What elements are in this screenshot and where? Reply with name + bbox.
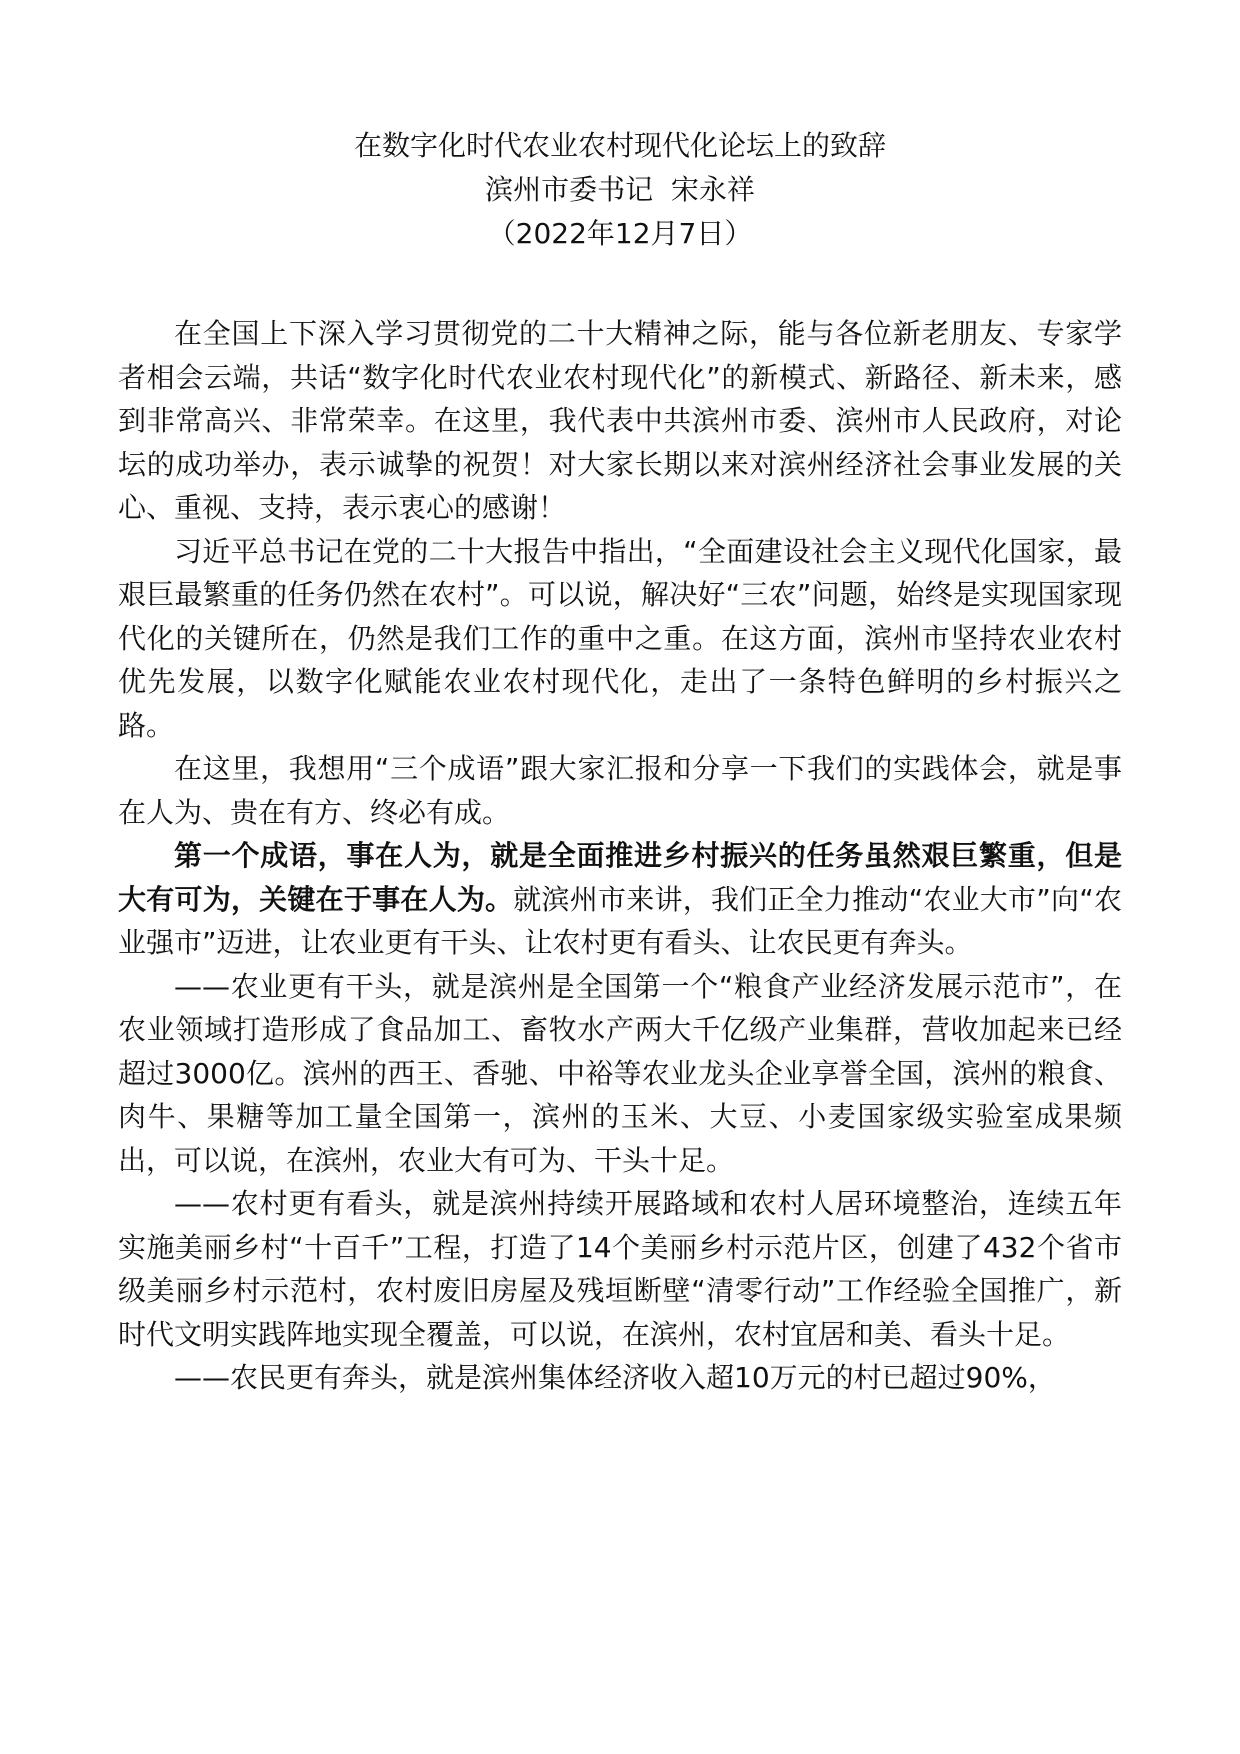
paragraph [118,965,1122,1183]
paragraph-lead: 第一个成语，事在人为，就是全面推进乡村振兴的任务虽然艰巨繁重，但是大有可为，关键在于事在人为。 [118,839,1122,916]
document-title: 在数字化时代农业农村现代化论坛上的致辞 [353,129,886,162]
document-header [0,124,1240,256]
paragraph [118,834,1122,965]
paragraph-text: 习近平总书记在党的二十大报告中指出，“全面建设社会主义现代化国家，最艰巨最繁重的任务仍然在农村”。可以说，解决好“三农”问题，始终是实现国家现代化的关键所在，仍然是我们工作的重中之重。在这方面，滨州市坚持农业农村优先发展，以数字化赋能农业农村现代化，走出了一条特色鲜明的乡村振兴之路。 [118,534,1122,742]
paragraph [118,312,1122,530]
paragraph-text: ——农民更有奔头，就是滨州集体经济收入超10万元的村已超过90%， [174,1361,1056,1394]
paragraph-text: 在这里，我想用“三个成语”跟大家汇报和分享一下我们的实践体会，就是事在人为、贵在有方、终必有成。 [118,752,1122,829]
speech-date: （2022年12月7日） [487,217,753,250]
paragraph [118,1356,1122,1400]
speaker-line: 滨州市委书记 宋永祥 [485,173,755,206]
paragraph [118,530,1122,748]
paragraph [118,747,1122,834]
paragraph-text: ——农业更有干头，就是滨州是全国第一个“粮食产业经济发展示范市”，在农业领域打造形成了食品加工、畜牧水产两大千亿级产业集群，营收加起来已经超过3000亿。滨州的西王、香驰、中裕等农业龙头企业享誉全国，滨州的粮食、肉牛、果糖等加工量全国第一，滨州的玉米、大豆、小麦国家级实验室成果频出，可以说，在滨州，农业大有可为、干头十足。 [118,969,1122,1177]
paragraph [118,1182,1122,1356]
paragraph-text: 就滨州市来讲，我们正全力推动“农业大市”向“农业强市”迈进，让农业更有干头、让农村更有看头、让农民更有奔头。 [118,882,1122,959]
paragraph-text: 在全国上下深入学习贯彻党的二十大精神之际，能与各位新老朋友、专家学者相会云端，共话“数字化时代农业农村现代化”的新模式、新路径、新未来，感到非常高兴、非常荣幸。在这里，我代表中共滨州市委、滨州市人民政府，对论坛的成功举办，表示诚挚的祝贺！对大家长期以来对滨州经济社会事业发展的关心、重视、支持，表示衷心的感谢！ [118,317,1122,524]
document-body [118,312,1122,1400]
paragraph-text: ——农村更有看头，就是滨州持续开展路域和农村人居环境整治，连续五年实施美丽乡村“十百千”工程，打造了14个美丽乡村示范片区，创建了432个省市级美丽乡村示范村，农村废旧房屋及残垣断壁“清零行动”工作经验全国推广，新时代文明实践阵地实现全覆盖，可以说，在滨州，农村宜居和美、看头十足。 [118,1187,1122,1351]
